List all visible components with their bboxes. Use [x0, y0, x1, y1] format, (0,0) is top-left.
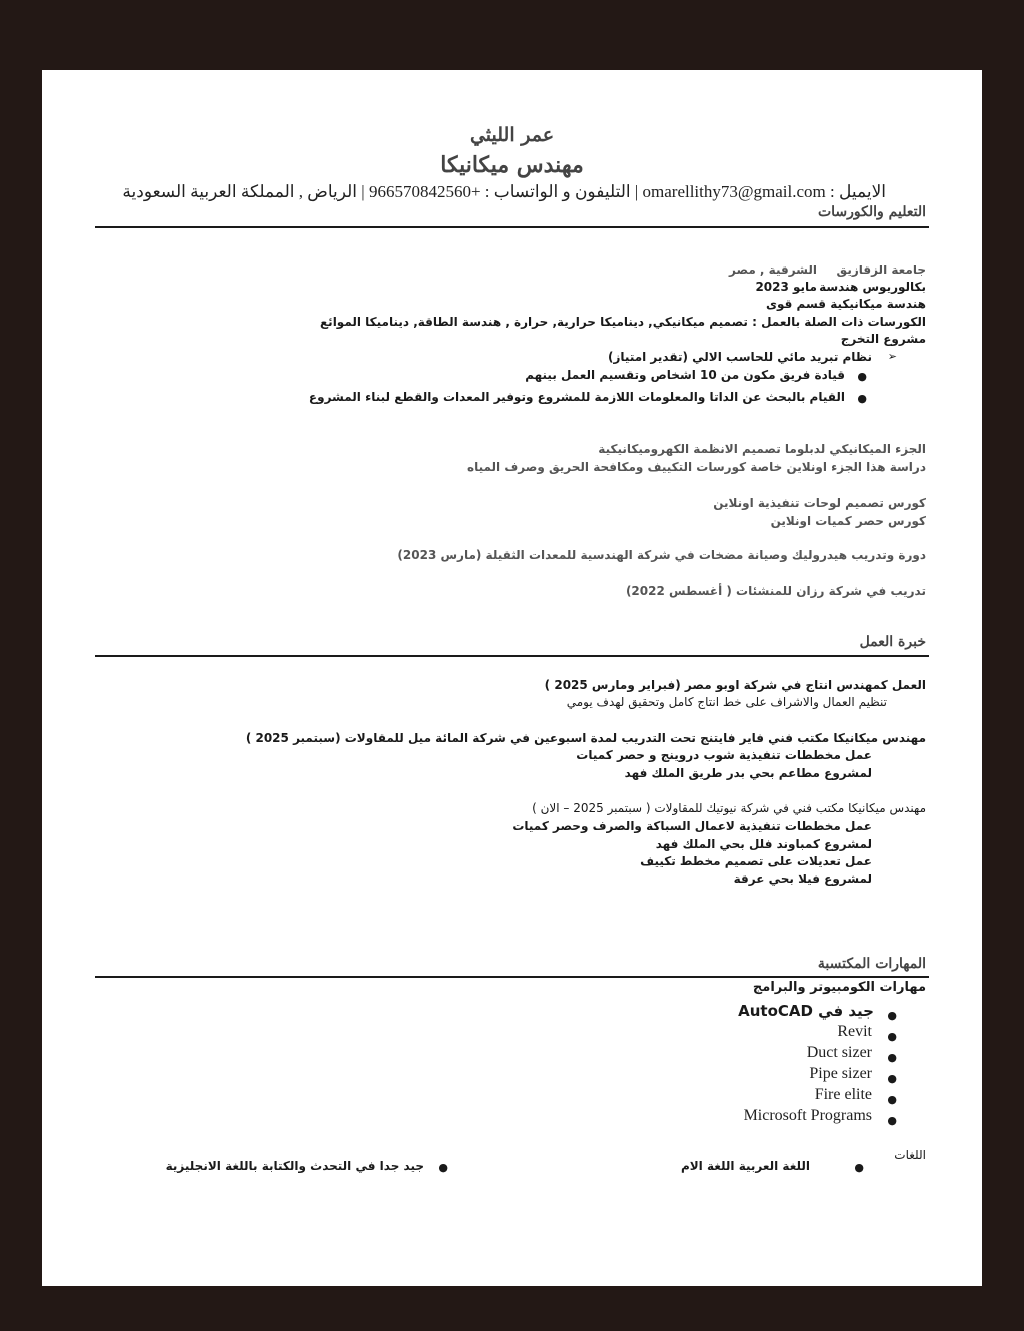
bullet-icon: ● [857, 392, 867, 405]
language-item: اللغة العربية اللغة الام [680, 1159, 810, 1173]
course-item: كورس حصر كميات اونلاين [770, 514, 926, 528]
job-task: عمل تعديلات على تصميم مخطط تكييف [640, 854, 872, 868]
language-item: جيد جدا في التحدث والكتابة باللغة الانجليزية [165, 1159, 424, 1173]
skill-item: جيد في AutoCAD [738, 1002, 874, 1020]
bullet-icon: ● [887, 1093, 897, 1106]
contact-line: الايميل : omarellithy73@gmail.com | التليفون و الواتساب : +966570842560 | الرياض , المملكة العربية السعودية [122, 182, 886, 201]
experience-heading: خبرة العمل [859, 634, 926, 650]
university-location: الشرقية , مصر [729, 263, 817, 277]
job-task: لمشروع كمباوند فلل بحي الملك فهد [655, 837, 872, 851]
bullet-icon: ● [887, 1030, 897, 1043]
job-task: لمشروع مطاعم بحي بدر طريق الملك فهد [624, 766, 872, 780]
project-point: القيام بالبحث عن الداتا والمعلومات اللازمة للمشروع وتوفير المعدات والقطع لبناء المشروع [308, 390, 845, 404]
job-description: تنظيم العمال والاشراف على خط انتاج كامل وتحقيق لهدف يومي [566, 695, 887, 709]
skill-item: Fire elite [814, 1086, 872, 1103]
relevant-courses: الكورسات ذات الصلة بالعمل : تصميم ميكانيكي, ديناميكا حرارية, حرارة , هندسة الطاقة, ديناميكا الموائع [319, 315, 926, 329]
training-item: دورة وتدريب هيدروليك وصيانة مضخات في شركة الهندسية للمعدات الثقيلة (مارس 2023) [397, 548, 926, 562]
section-divider [95, 655, 929, 657]
bullet-icon: ● [887, 1072, 897, 1085]
job-task: عمل مخططات تنفيذية لاعمال السباكة والصرف وحصر كميات [512, 819, 872, 833]
section-divider [95, 976, 929, 978]
diploma-description: دراسة هذا الجزء اونلاين خاصة كورسات التكييف ومكافحة الحريق وصرف المياه [467, 460, 926, 474]
bullet-icon: ● [887, 1051, 897, 1064]
bullet-icon: ● [857, 370, 867, 383]
project-title: نظام تبريد مائي للحاسب الالي (تقدير امتياز) [608, 350, 872, 364]
job-title: مهندس ميكانيكا مكتب فني فاير فايتنج تحت التدريب لمدة اسبوعين في شركة المائة ميل للمقاولات (سبتمبر 2025 ) [245, 731, 926, 745]
project-heading: مشروع التخرج [840, 332, 926, 346]
job-task: عمل مخططات تنفيذية شوب دروينج و حصر كميات [576, 748, 872, 762]
section-divider [95, 226, 929, 228]
skill-item: Duct sizer [806, 1044, 872, 1061]
bullet-icon: ● [438, 1161, 448, 1174]
skill-item: Microsoft Programs [743, 1107, 872, 1124]
languages-heading: اللغات [894, 1148, 926, 1162]
arrow-bullet-icon: ➢ [887, 350, 897, 363]
skill-item: Pipe sizer [809, 1065, 872, 1082]
graduation-date: مايو 2023 [755, 280, 817, 294]
department: هندسة ميكانيكية قسم قوى [766, 297, 926, 311]
computer-skills-heading: مهارات الكومبيوتر والبرامج [752, 980, 926, 995]
job-title: العمل كمهندس انتاج في شركة اوبو مصر (فبراير ومارس 2025 ) [544, 678, 926, 692]
project-point: قيادة فريق مكون من 10 اشخاص وتقسيم العمل بينهم [525, 368, 845, 382]
bullet-icon: ● [887, 1114, 897, 1127]
skills-heading: المهارات المكتسبة [817, 956, 926, 972]
candidate-title: مهندس ميكانيكا [440, 152, 584, 178]
job-task: لمشروع فيلا بحي عرقة [733, 872, 872, 886]
skill-item: Revit [837, 1023, 872, 1040]
bullet-icon: ● [854, 1161, 864, 1174]
education-heading: التعليم والكورسات [817, 204, 926, 220]
job-title: مهندس ميكانيكا مكتب فني في شركة نيوتيك للمقاولات ( سبتمبر 2025 – الان ) [532, 801, 926, 815]
candidate-name: عمر الليثي [469, 124, 555, 146]
university-name: جامعة الزقازيق [836, 263, 926, 277]
degree: بكالوريوس هندسة [819, 280, 926, 294]
training-item: تدريب في شركة رزان للمنشئات ( أغسطس 2022) [625, 584, 926, 598]
resume-page [42, 70, 982, 1286]
bullet-icon: ● [887, 1009, 897, 1022]
course-item: كورس تصميم لوحات تنفيذية اونلاين [713, 496, 926, 510]
diploma-title: الجزء الميكانيكي لدبلوما تصميم الانظمة الكهروميكانيكية [598, 442, 926, 456]
